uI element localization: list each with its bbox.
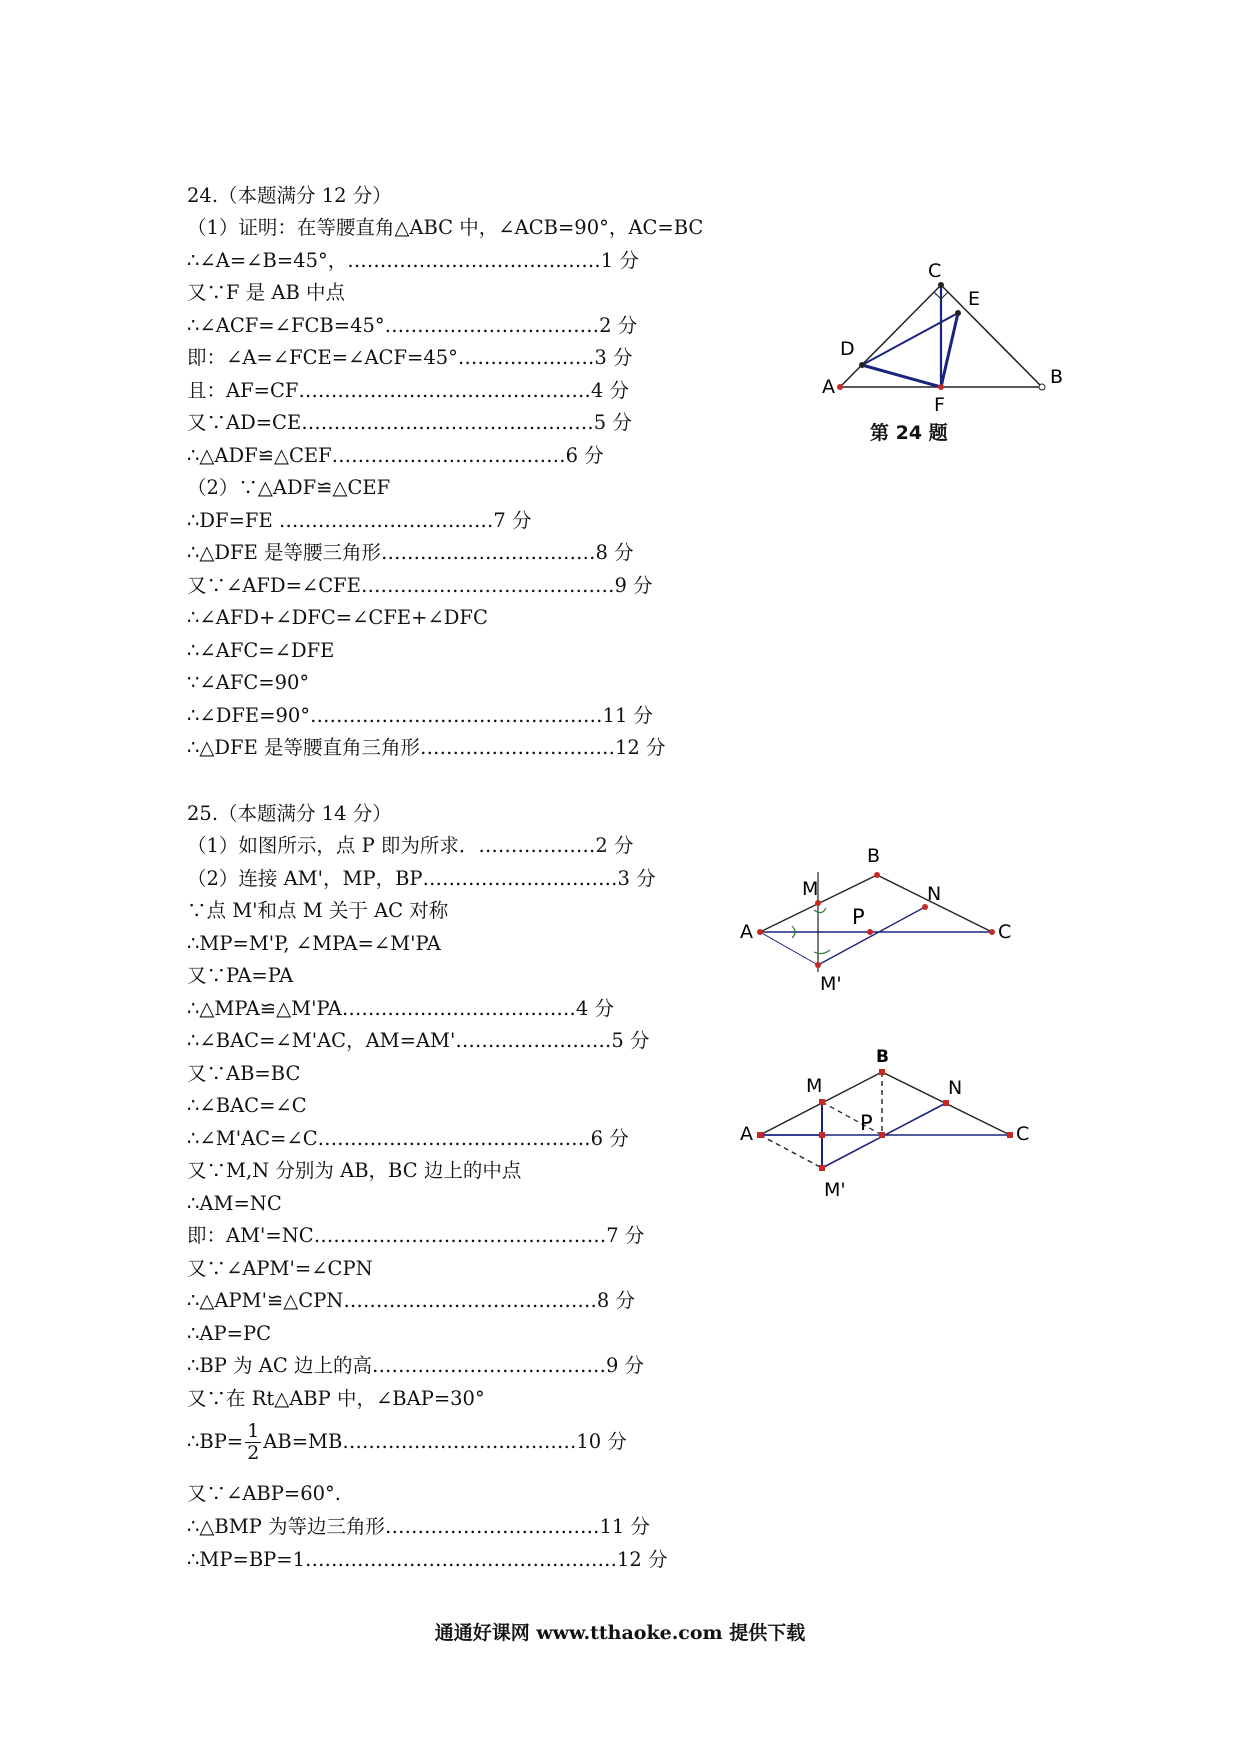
fig24-label-c: C <box>928 260 942 282</box>
page-footer: 通通好课网 www.tthaoke.com 提供下载 <box>434 1622 806 1644</box>
q24-line: （2）∵△ADF≌△CEF <box>187 476 391 499</box>
q25-line: （1）如图所示，点 P 即为所求．………………2 分 <box>187 834 634 857</box>
bp-prefix: ∴BP= <box>187 1430 244 1453</box>
q24-line: ∴∠ACF=∠FCB=45°……………………………2 分 <box>187 314 638 337</box>
fig24-label-d: D <box>840 338 855 360</box>
q25-line: ∴∠BAC=∠C <box>187 1094 307 1117</box>
q24-line: 24.（本题满分 12 分） <box>187 184 392 207</box>
figure-24-caption: 第 24 题 <box>870 422 948 444</box>
q25-line: ∴AP=PC <box>187 1322 271 1345</box>
fig25a-label-m: M <box>802 878 819 900</box>
q25-line: ∵点 M'和点 M 关于 AC 对称 <box>187 899 449 922</box>
fig24-label-f: F <box>934 394 945 415</box>
fraction-one-half <box>245 1421 261 1464</box>
fig24-label-a: A <box>822 376 835 398</box>
fig24-label-b: B <box>1050 366 1064 388</box>
q25-line: 又∵在 Rt△ABP 中，∠BAP=30° <box>187 1387 485 1410</box>
q25-line: ∴MP=BP=1…………………………………………12 分 <box>187 1548 668 1571</box>
q25-line: 又∵M,N 分别为 AB，BC 边上的中点 <box>187 1159 522 1182</box>
fraction-numerator: 1 <box>247 1420 260 1442</box>
q25-line: 即：AM'=NC………………………………………7 分 <box>187 1224 645 1247</box>
fig25b-label-m: M <box>806 1075 823 1097</box>
fig25a-label-m-prime: M' <box>820 973 842 995</box>
fig24-label-e: E <box>968 288 981 310</box>
figure-25-1 <box>740 840 1020 1004</box>
q25-line: （2）连接 AM'，MP，BP…………………………3 分 <box>187 867 656 890</box>
q25-line: 又∵PA=PA <box>187 964 294 987</box>
q24-line: ∴△ADF≌△CEF………………………………6 分 <box>187 444 604 467</box>
q25-line: ∴△MPA≌△M'PA………………………………4 分 <box>187 997 614 1020</box>
figure-25-2 <box>740 1040 1040 1214</box>
q24-line: （1）证明：在等腰直角△ABC 中，∠ACB=90°，AC=BC <box>187 216 704 239</box>
fig25a-label-c: C <box>998 921 1012 943</box>
bp-suffix: AB=MB………………………………10 分 <box>263 1430 627 1453</box>
q25-line: ∴∠M'AC=∠C……………………………………6 分 <box>187 1127 629 1150</box>
q24-line: ∴△DFE 是等腰三角形……………………………8 分 <box>187 541 634 564</box>
q25-line: ∴∠BAC=∠M'AC，AM=AM'……………………5 分 <box>187 1029 650 1052</box>
q24-line: ∴∠AFC=∠DFE <box>187 639 335 662</box>
q24-line: ∴△DFE 是等腰直角三角形…………………………12 分 <box>187 736 666 759</box>
q24-line: 又∵∠AFD=∠CFE…………………………………9 分 <box>187 574 653 597</box>
q24-line: ∴∠A=∠B=45°，…………………………………1 分 <box>187 249 639 272</box>
q25-line: ∴△APM'≌△CPN…………………………………8 分 <box>187 1289 635 1312</box>
q25-line: 25.（本题满分 14 分） <box>187 802 392 825</box>
q24-line: ∴DF=FE ……………………………7 分 <box>187 509 532 532</box>
q24-line: 又∵F 是 AB 中点 <box>187 281 346 304</box>
fraction-denominator: 2 <box>247 1442 260 1464</box>
q25-bp-line <box>187 1420 627 1464</box>
q25-line: ∴BP 为 AC 边上的高………………………………9 分 <box>187 1354 645 1377</box>
q24-line: 即：∠A=∠FCE=∠ACF=45°…………………3 分 <box>187 346 633 369</box>
figure-24 <box>810 255 1070 419</box>
q24-line: ∵∠AFC=90° <box>187 671 310 694</box>
fig25b-label-m-prime: M' <box>824 1179 846 1201</box>
q25-line: 又∵∠APM'=∠CPN <box>187 1257 373 1280</box>
fig25b-label-n: N <box>948 1077 963 1099</box>
q24-line: ∴∠AFD+∠DFC=∠CFE+∠DFC <box>187 606 488 629</box>
q25-line: ∴MP=M'P, ∠MPA=∠M'PA <box>187 932 441 955</box>
q24-line: ∴∠DFE=90°………………………………………11 分 <box>187 704 654 727</box>
q24-line: 且：AF=CF………………………………………4 分 <box>187 379 630 402</box>
q25-line: 又∵AB=BC <box>187 1062 301 1085</box>
fig25a-label-a: A <box>740 921 753 943</box>
fig25b-label-a: A <box>740 1123 753 1145</box>
fig25a-label-n: N <box>927 883 942 905</box>
fig25b-label-c: C <box>1016 1123 1030 1145</box>
fig25b-label-p: P <box>860 1111 873 1135</box>
q25-line: 又∵∠ABP=60°. <box>187 1482 341 1505</box>
q25-line: ∴AM=NC <box>187 1192 282 1215</box>
fig25a-label-b: B <box>867 845 881 867</box>
fig25b-label-b: B <box>876 1047 889 1067</box>
fig25a-label-p: P <box>852 905 865 929</box>
q24-line: 又∵AD=CE………………………………………5 分 <box>187 411 632 434</box>
q25-line: ∴△BMP 为等边三角形……………………………11 分 <box>187 1515 651 1538</box>
